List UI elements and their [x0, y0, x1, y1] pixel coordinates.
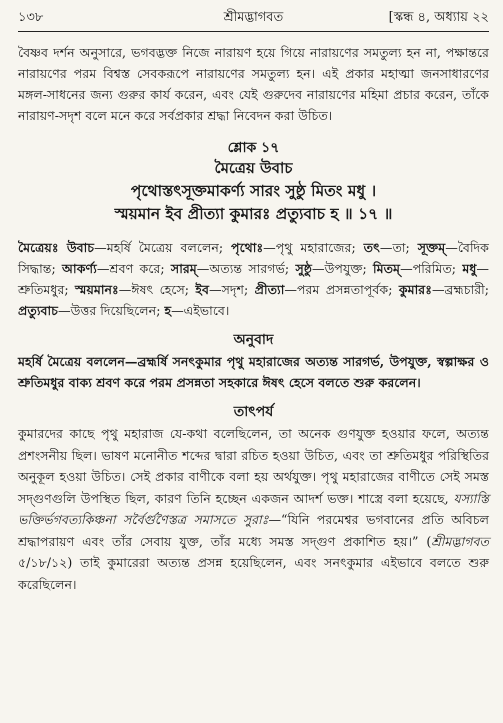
synonym-meaning: —বৈদিক সিদ্ধান্ত;	[18, 240, 489, 276]
synonym-word: কুমারঃ	[398, 282, 432, 297]
verse-line-2: স্ময়মান ইব প্রীত্যা কুমারঃ প্রত্যুবাচ হ ॥ ১৭ ॥	[114, 204, 393, 223]
translation-text: মহর্ষি মৈত্রেয় বললেন—ব্রহ্মর্ষি সনৎকুমার পৃথু মহারাজের অত্যন্ত সারগর্ভ, উপযুক্ত, স্বল্পাক্ষর ও শ্রুতিমধুর বাক্য শ্রবণ করে পরম প্রসন্নতা সহকারে ঈষৎ হেসে বলতে শুরু করলেন।	[18, 354, 489, 390]
verse-line-1: পৃথোস্তৎসূক্তমাকর্ণ্য সারং সুষ্ঠু মিতং মধু ।	[130, 181, 377, 200]
synonym-meaning: —এইভাবে।	[171, 303, 230, 318]
page-body	[18, 42, 489, 595]
synonym-meaning: —তা;	[379, 240, 418, 255]
synonym-meaning: —শ্রুতিমধুর;	[18, 261, 489, 297]
translation-title: অনুবাদ	[233, 332, 274, 348]
synonym-word: সারম্	[170, 261, 197, 276]
purport-reference: শ্রীমদ্ভাগবত	[431, 533, 489, 549]
synonym-word: স্ময়মানঃ	[75, 282, 119, 297]
synonym-word: প্রত্যুবাচ	[18, 303, 58, 318]
synonym-meaning: —পৃথু মহারাজের;	[263, 240, 364, 255]
verse-number: শ্লোক ১৭	[227, 140, 280, 156]
synonym-meaning: —ব্রহ্মচারী;	[431, 282, 489, 297]
intro-paragraph: বৈষ্ণব দর্শন অনুসারে, ভগবদ্ভক্ত নিজে নারায়ণ হয়ে গিয়ে নারায়ণের সমতুল্য হন না, পক্ষান্তরে নারায়ণের পরম বিশ্বস্ত সেবকরূপে নারায়ণের সমতুল্য হন। এই প্রকার মহাত্মা জনসাধারণের মঙ্গল-সাধনের জন্য গুরুর কার্য করেন, এবং যেই গুরুদেব নারায়ণের মহিমা প্রচার করেন, তাঁকে নারায়ণ-সদৃশ বলে মনে করে সর্বপ্রকার শ্রদ্ধা নিবেদন করা উচিত।	[18, 45, 489, 123]
synonym-meaning: —ঈষৎ হেসে;	[118, 282, 196, 297]
synonyms-paragraph	[18, 237, 489, 321]
synonym-word: তৎ	[363, 240, 380, 255]
synonym-meaning: —উত্তর দিয়েছিলেন;	[57, 303, 165, 318]
synonym-meaning: —পরিমিত;	[400, 261, 463, 276]
synonym-word: হ	[164, 303, 172, 318]
synonym-word: মধু	[462, 261, 477, 276]
synonym-meaning: —অত্যন্ত সারগর্ভ;	[196, 261, 296, 276]
purport-title: তাৎপর্য	[233, 404, 274, 420]
synonym-word: মৈত্রেয়ঃ উবাচ	[18, 240, 95, 255]
synonym-word: প্রীত্যা	[254, 282, 285, 297]
page-header	[18, 8, 489, 30]
synonym-word: আকর্ণ্য	[62, 261, 97, 276]
synonym-meaning: —মহর্ষি মৈত্রেয় বললেন;	[94, 240, 232, 255]
synonym-word: ইব	[195, 282, 209, 297]
synonym-word: পৃথোঃ	[231, 240, 264, 255]
page-number: ১৩৮	[18, 10, 44, 25]
synonym-meaning: —পরম প্রসন্নতাপূর্বক;	[284, 282, 399, 297]
book-title: শ্রীমদ্ভাগবত	[223, 10, 284, 25]
header-rule	[18, 31, 489, 32]
synonym-word: সূক্তম্	[417, 240, 446, 255]
synonym-meaning: —শ্রবণ করে;	[96, 261, 171, 276]
verse-speaker: মৈত্রেয় উবাচ	[214, 159, 293, 177]
purport-text-c: ৫/১৮/১২) তাই কুমারেরা অত্যন্ত প্রসন্ন হয়েছিলেন, এবং সনৎকুমার এইভাবে বলতে শুরু করেছিলেন।	[18, 555, 489, 592]
section-label: [স্কন্ধ ৪, অধ্যায় ২২	[388, 10, 489, 25]
purport-quote: যস্যাস্তি ভক্তির্ভগবত্যকিঞ্চনা সর্বৈর্গুণৈস্তত্র সমাসতে সুরাঃ	[18, 490, 489, 527]
synonym-meaning: —সদৃশ;	[208, 282, 255, 297]
synonym-word: সুষ্ঠু	[295, 261, 313, 276]
synonym-word: মিতম্	[373, 261, 401, 276]
purport-text	[18, 423, 489, 595]
purport-text-b: —“যিনি পরমেশ্বর ভগবানের প্রতি অবিচল শ্রদ্ধাপরায়ণ এবং তাঁর সেবায় যুক্ত, তাঁর মধ্যে সমস্ত সদ্গুণ প্রকাশিত হয়।” (	[18, 512, 489, 549]
synonym-meaning: —উপযুক্ত;	[312, 261, 374, 276]
purport-section	[18, 423, 489, 595]
purport-text-a: কুমারদের কাছে পৃথু মহারাজ যে-কথা বলেছিলেন, তা অনেক গুণযুক্ত হওয়ার ফলে, অত্যন্ত প্রশংসনীয় ছিল। ভাষণ মনোনীত শব্দের দ্বারা রচিত হওয়া উচিত, এবং তা শ্রুতিমধুর পরিস্থিতির অনুকূল হওয়া উচিত। সেই প্রকার বাণীকে বলা হয় অর্থযুক্ত। পৃথু মহারাজের বাণীতে সেই সমস্ত সদ্গুণগুলি উপস্থিত ছিল, কারণ তিনি হচ্ছেন একজন আদর্শ ভক্ত। শাস্ত্রে বলা হয়েছে,	[18, 426, 489, 506]
